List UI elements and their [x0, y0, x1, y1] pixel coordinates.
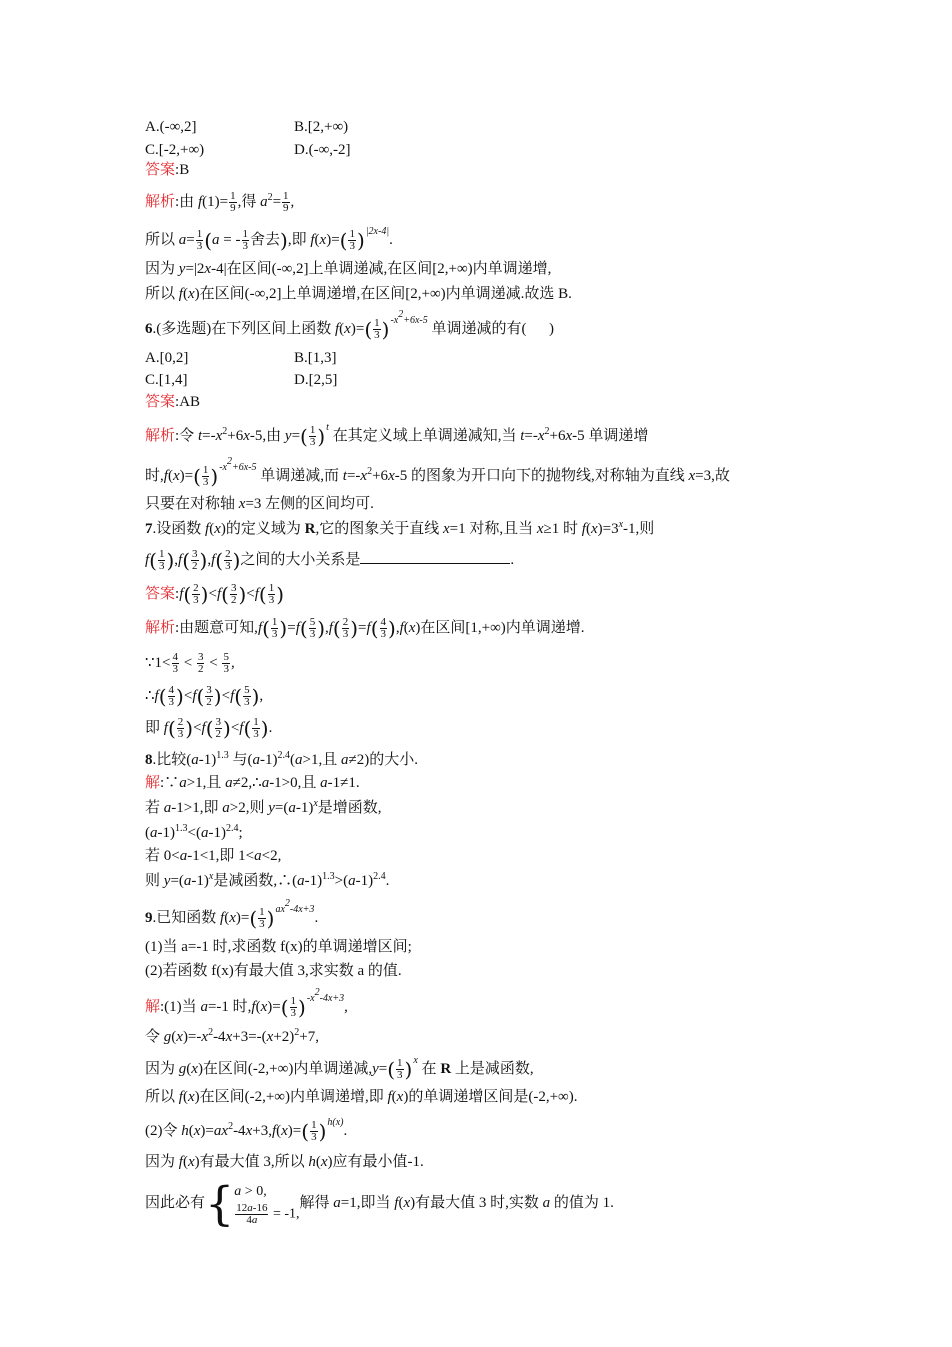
q7-analysis-line3: ∴f( $\frac{4}{3}$ )<f( $\frac{3}{2}$ )<f( $\frac{5}{3}$ ),	[145, 684, 264, 709]
q9-solution-line2: 令 $g(x)=-x^2-4x+3=-(x+2)^2+7$,	[145, 1027, 320, 1045]
q5-option-b: B.[2,+∞)	[294, 119, 349, 135]
q8-solution-line3: $(a-1)^{1.3}<(a-1)^{2.4}$;	[145, 823, 243, 841]
q9-solution-line4: 所以 f(x)在区间(-2,+∞)内单调递增,即 f(x)的单调递增区间是(-2,+∞).	[145, 1089, 578, 1105]
q5-option-c: C.[-2,+∞)	[145, 142, 205, 158]
q6-analysis-line3: 只要在对称轴 x=3 左侧的区间均可.	[145, 496, 374, 512]
q5-analysis-line1: 解析:由 f(1)= $\frac{1}{9}$ ,得 $a^2=$ $\frac{1}{9}$ ,	[145, 190, 295, 214]
q9-solution-line5: (2)令 $h(x)=ax^2-4x+3,f(x)=$( $\frac{1}{3}$ )$^{h(x)}$.	[145, 1116, 348, 1144]
q7-analysis-line2: ∵1< $\frac{4}{3}$ < $\frac{3}{2}$ < $\frac{5}{3}$ ,	[145, 651, 235, 675]
q7-analysis-line1: 解析:由题意可知,f( $\frac{1}{3}$ )=f( $\frac{5}{3}$ ),f( $\frac{2}{3}$ )=f( $\frac{4}{3}$ ),f(x)在区间[1,+∞)内单调递增.	[145, 616, 585, 641]
answer-blank	[360, 549, 510, 564]
q5-answer: 答案:B	[145, 162, 190, 178]
q9-solution-line3: 因为 g(x)在区间(-2,+∞)内单调递减,y=( $\frac{1}{3}$ )$^x$ 在 R 上是减函数,	[145, 1054, 534, 1082]
q9-stem: 9.已知函数 f(x)=( $\frac{1}{3}$ )$^{ax^2-4x+3}$.	[145, 897, 319, 931]
q6-option-b: B.[1,3]	[294, 350, 337, 366]
q9-part1: (1)当 a=-1 时,求函数 f(x)的单调递增区间;	[145, 939, 412, 955]
q5-analysis-line3: 因为 y=|2x-4|在区间(-∞,2]上单调递减,在区间[2,+∞)内单调递增,	[145, 261, 552, 277]
q9-solution-line7: 因此必有{ a > 0, $\frac{12a-16}{4a}$ = -1, 解得 a=1,即当 f(x)有最大值 3 时,实数 a 的值为 1.	[145, 1176, 614, 1231]
q8-solution-line2: 若 a-1>1,即 a>2,则 $y=(a-1)^x$是增函数,	[145, 798, 382, 816]
q5-option-a: A.(-∞,2]	[145, 119, 197, 135]
q7-analysis-line4: 即 f( $\frac{2}{3}$ )<f( $\frac{3}{2}$ )<f( $\frac{1}{3}$ ).	[145, 716, 273, 741]
q6-analysis-line2: 时,f(x)=( $\frac{1}{3}$ )$^{-x^2+6x-5}$ 单调递减,而 $t=-x^2+6x-5$ 的图象为开口向下的抛物线,对称轴为直线 x=3,故	[145, 455, 730, 489]
q6-answer: 答案:AB	[145, 394, 201, 410]
q9-solution-line1: 解:(1)当 a=-1 时,f(x)=( $\frac{1}{3}$ )$^{-x^2-4x+3}$,	[145, 986, 348, 1020]
q9-part2: (2)若函数 f(x)有最大值 3,求实数 a 的值.	[145, 963, 402, 979]
q6-option-a: A.[0,2]	[145, 350, 189, 366]
q5-option-d: D.(-∞,-2]	[294, 142, 351, 158]
q5-analysis-line2: 所以 a= $\frac{1}{3}$ (a = - $\frac{1}{3}$ 舍去),即 f(x)=( $\frac{1}{3}$ )$^{|2x-4|}$.	[145, 225, 393, 253]
q8-solution-line1: 解:∵a>1,且 a≠2,∴a-1>0,且 a-1≠1.	[145, 775, 360, 791]
q5-analysis-line4: 所以 f(x)在区间(-∞,2]上单调递增,在区间[2,+∞)内单调递减.故选 B.	[145, 286, 572, 302]
q7-stem-line2: f( $\frac{1}{3}$ ),f( $\frac{3}{2}$ ),f( $\frac{2}{3}$ )之间的大小关系是 .	[145, 548, 515, 573]
q6-stem: 6.(多选题)在下列区间上函数 f(x)=( $\frac{1}{3}$ )$^{-x^2+6x-5}$ 单调递减的有( )	[145, 308, 554, 342]
q9-solution-line6: 因为 f(x)有最大值 3,所以 h(x)应有最小值-1.	[145, 1154, 424, 1170]
q6-option-c: C.[1,4]	[145, 372, 188, 388]
q7-answer: 答案:f( $\frac{2}{3}$ )<f( $\frac{3}{2}$ )<f( $\frac{1}{3}$ )	[145, 582, 285, 607]
q6-analysis-line1: 解析:令 $t=-x^2+6x-5$,由 y=( $\frac{1}{3}$ )$^t$ 在其定义域上单调递减知,当 $t=-x^2+6x-5$ 单调递增	[145, 421, 649, 449]
q6-option-d: D.[2,5]	[294, 372, 338, 388]
q8-solution-line4: 若 0<a-1<1,即 1<a<2,	[145, 848, 282, 864]
q8-solution-line5: 则 $y=(a-1)^x$是减函数$,\therefore(a-1)^{1.3}>(a-1)^{2.4}$.	[145, 871, 390, 889]
q8-stem: 8.比较$(a-1)^{1.3}$ 与$(a-1)^{2.4}(a>1$,且 a≠2)的大小.	[145, 750, 418, 768]
q7-stem: 7.设函数 f(x)的定义域为 R,它的图象关于直线 x=1 对称,且当 x≥1 时 $f(x)=3^x-1$,则	[145, 519, 655, 537]
